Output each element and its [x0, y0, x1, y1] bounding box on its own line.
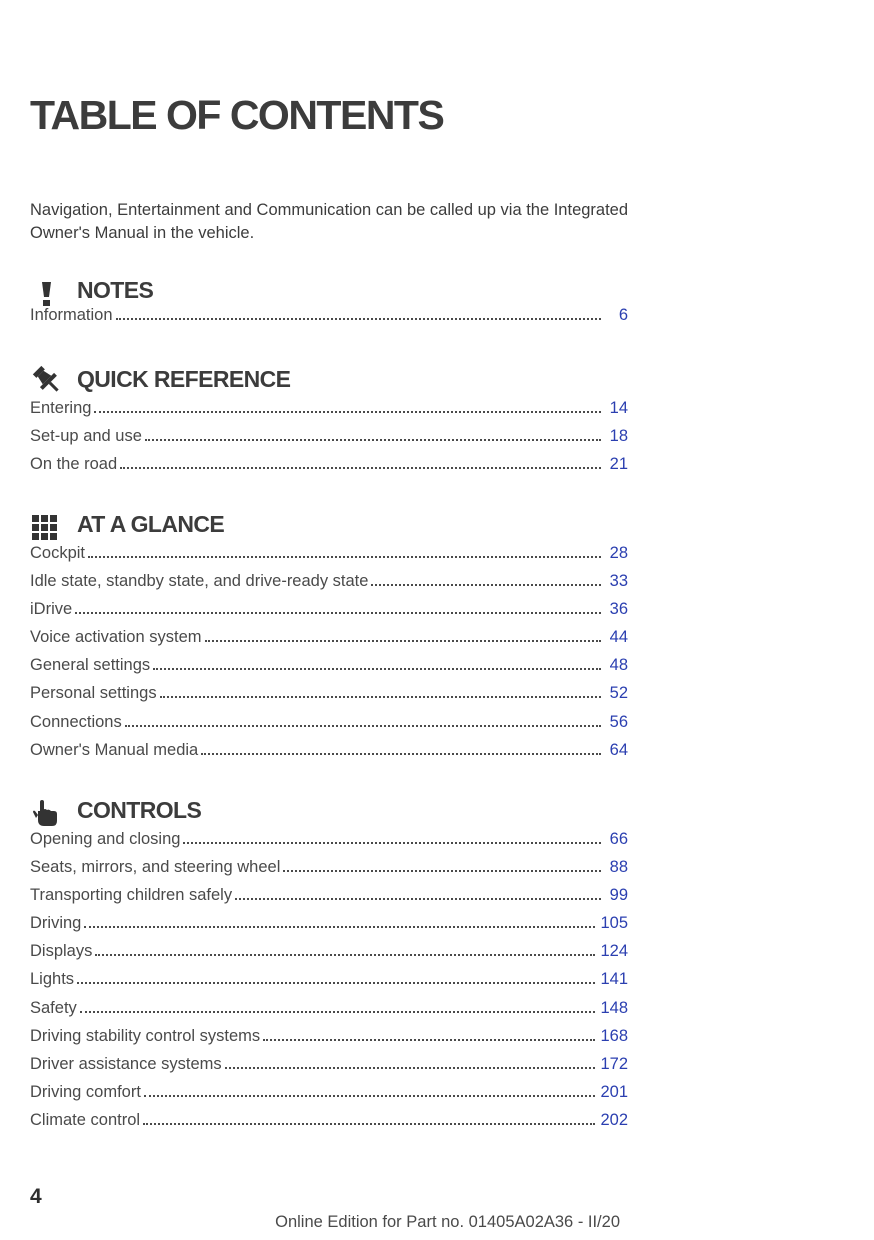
toc-list: [30, 399, 628, 483]
toc-list: [30, 306, 628, 334]
toc-page-link[interactable]: 202: [600, 1110, 628, 1129]
toc-entry-label: Climate control: [30, 1110, 141, 1129]
dot-leader: [77, 982, 595, 984]
toc-page-link[interactable]: 6: [618, 306, 628, 324]
toc-entry-label: Idle state, standby state, and drive-ready state: [30, 572, 369, 591]
toc-entry[interactable]: [30, 1055, 628, 1083]
dot-leader: [94, 411, 601, 413]
toc-entry[interactable]: [30, 544, 628, 572]
toc-page-link[interactable]: 44: [609, 628, 628, 647]
toc-list: [30, 544, 628, 769]
toc-entry-label: Entering: [30, 399, 92, 417]
toc-page-link[interactable]: 36: [609, 600, 628, 619]
dot-leader: [80, 1011, 596, 1013]
dot-leader: [88, 556, 601, 558]
toc-entry-label: Personal settings: [30, 684, 157, 703]
toc-page-link[interactable]: 141: [600, 970, 628, 989]
toc-entry[interactable]: [30, 399, 628, 427]
dot-leader: [145, 439, 601, 441]
dot-leader: [160, 696, 601, 698]
section-title: QUICK REFERENCE: [77, 366, 291, 392]
page-number: 4: [30, 1185, 42, 1208]
section-at-a-glance: [30, 504, 628, 769]
dot-leader: [125, 725, 601, 727]
toc-entry-label: Displays: [30, 942, 93, 961]
toc-entry[interactable]: [30, 970, 628, 998]
toc-page-link[interactable]: 172: [600, 1054, 628, 1073]
toc-page-link[interactable]: 18: [609, 427, 628, 446]
dot-leader: [84, 926, 595, 928]
toc-entry-label: Opening and closing: [30, 830, 181, 848]
toc-page-link[interactable]: 33: [609, 572, 628, 591]
toc-page-link[interactable]: 64: [609, 740, 628, 759]
dot-leader: [75, 612, 601, 614]
section-title: CONTROLS: [77, 797, 202, 823]
dot-leader: [201, 753, 601, 755]
edition-note: Online Edition for Part no. 01405A02A36 - II/20: [275, 1213, 620, 1231]
toc-page-link[interactable]: 48: [609, 656, 628, 675]
toc-entry-label: Driving comfort: [30, 1082, 141, 1101]
toc-page-link[interactable]: 56: [609, 712, 628, 731]
section-header: [30, 504, 628, 544]
grid-icon: [30, 510, 64, 540]
toc-entry-label: Seats, mirrors, and steering wheel: [30, 858, 281, 877]
toc-entry-label: Information: [30, 306, 113, 324]
section-header: [30, 790, 628, 830]
dot-leader: [144, 1095, 596, 1097]
dot-leader: [205, 640, 602, 642]
dot-leader: [116, 318, 601, 320]
toc-list: [30, 830, 628, 1139]
toc-entry[interactable]: [30, 455, 628, 483]
toc-entry[interactable]: [30, 713, 628, 741]
toc-page-link[interactable]: 148: [600, 998, 628, 1017]
pointing-hand-icon: [30, 796, 64, 826]
dot-leader: [235, 898, 601, 900]
toc-page-link[interactable]: 52: [609, 684, 628, 703]
toc-entry[interactable]: [30, 942, 628, 970]
toc-entry-label: Lights: [30, 970, 75, 989]
dot-leader: [143, 1123, 595, 1125]
dot-leader: [95, 954, 595, 956]
dot-leader: [371, 584, 601, 586]
toc-entry[interactable]: [30, 914, 628, 942]
toc-entry[interactable]: [30, 1027, 628, 1055]
section-header: [30, 270, 628, 310]
toc-page-link[interactable]: 88: [609, 858, 628, 877]
toc-entry-label: Safety: [30, 998, 77, 1017]
toc-entry-label: Voice activation system: [30, 628, 202, 647]
toc-entry[interactable]: [30, 572, 628, 600]
toc-entry[interactable]: [30, 427, 628, 455]
intro-paragraph: Navigation, Entertainment and Communication can be called up via the Integrated Owner's Manual in the vehicle.: [30, 201, 629, 242]
toc-entry[interactable]: [30, 628, 628, 656]
toc-page-link[interactable]: 201: [600, 1082, 628, 1101]
dot-leader: [263, 1039, 595, 1041]
toc-page-link[interactable]: 105: [600, 914, 628, 933]
section-title: NOTES: [77, 277, 154, 303]
toc-entry-label: Driving: [30, 914, 82, 933]
toc-entry-label: Cockpit: [30, 544, 86, 562]
pushpin-icon: [30, 365, 64, 395]
toc-page-link[interactable]: 124: [600, 942, 628, 961]
toc-page-link[interactable]: 66: [609, 830, 628, 848]
toc-entry-label: Set-up and use: [30, 427, 142, 446]
toc-entry[interactable]: [30, 1111, 628, 1139]
toc-entry-label: Transporting children safely: [30, 886, 233, 905]
dot-leader: [183, 842, 601, 844]
section-title: AT A GLANCE: [77, 511, 225, 537]
toc-entry-label: Driver assistance systems: [30, 1054, 222, 1073]
section-header: [30, 359, 628, 399]
toc-page-link[interactable]: 168: [600, 1026, 628, 1045]
section-controls: [30, 790, 628, 1139]
toc-entry[interactable]: [30, 1083, 628, 1111]
toc-entry[interactable]: [30, 684, 628, 712]
toc-entry[interactable]: [30, 999, 628, 1027]
toc-entry-label: Driving stability control systems: [30, 1026, 261, 1045]
toc-entry-label: On the road: [30, 455, 118, 474]
section-quick-reference: [30, 359, 628, 483]
toc-entry-label: General settings: [30, 656, 151, 675]
toc-entry-label: iDrive: [30, 600, 73, 619]
toc-page-link[interactable]: 21: [609, 455, 628, 474]
dot-leader: [120, 467, 601, 469]
dot-leader: [225, 1067, 596, 1069]
exclamation-icon: [30, 276, 64, 306]
toc-entry[interactable]: [30, 858, 628, 886]
toc-entry[interactable]: [30, 656, 628, 684]
dot-leader: [283, 870, 601, 872]
toc-page-link[interactable]: 28: [609, 544, 628, 562]
toc-page-link[interactable]: 99: [609, 886, 628, 905]
toc-entry[interactable]: [30, 600, 628, 628]
toc-entry[interactable]: [30, 741, 628, 769]
toc-entry[interactable]: [30, 306, 628, 334]
toc-entry-label: Owner's Manual media: [30, 740, 199, 759]
toc-entry-label: Connections: [30, 712, 122, 731]
dot-leader: [153, 668, 601, 670]
section-notes: [30, 270, 628, 334]
toc-entry[interactable]: [30, 830, 628, 858]
page-title: TABLE OF CONTENTS: [30, 92, 444, 138]
toc-page-link[interactable]: 14: [609, 399, 628, 417]
toc-entry[interactable]: [30, 886, 628, 914]
